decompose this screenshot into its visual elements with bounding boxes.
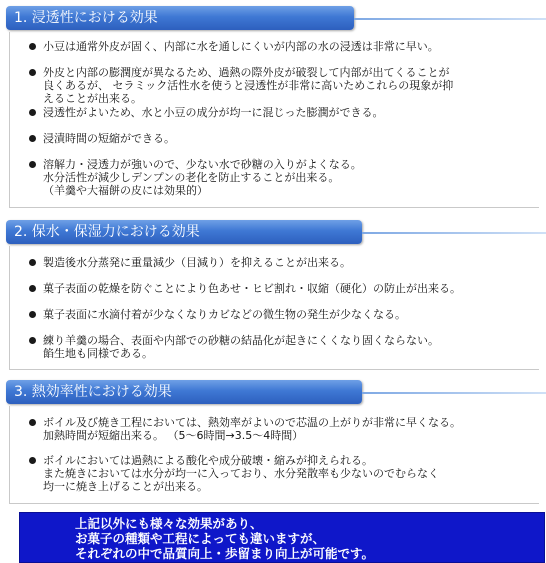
bullet-icon — [29, 337, 36, 344]
bullet-icon — [29, 43, 36, 50]
section-title-thermal-efficiency: 3. 熱効率性における効果 — [6, 380, 362, 404]
bullet-icon — [29, 311, 36, 318]
section-title-permeability: 1. 浸透性における効果 — [6, 6, 354, 30]
bullet-icon — [29, 109, 36, 116]
bullet-icon — [29, 259, 36, 266]
header-divider — [354, 18, 546, 20]
section-title-moisture-retention: 2. 保水・保湿力における効果 — [6, 220, 362, 244]
bullet-icon — [29, 285, 36, 292]
bullet-icon — [29, 457, 36, 464]
summary-banner — [19, 512, 545, 563]
bullet-icon — [29, 161, 36, 168]
summary-line: それぞれの中で品質向上・歩留まり向上が可能です。 — [75, 546, 375, 561]
header-divider — [362, 392, 546, 394]
summary-line: 上記以外にも様々な効果があり、 — [75, 516, 263, 531]
summary-line: お菓子の種類や工程によっても違いますが、 — [75, 531, 326, 546]
section-panel: 小豆は通常外皮が固く、内部に水を通しにくいが内部の水の浸透は非常に早い。 外皮と内部の膨潤度が異なるため、過熱の際外皮が破裂して内部が出てくることが 良くあるが、 セラミック活性水を使うと浸透性が非常に高いためこれらの現象が抑 えることが出来る。 浸透性がよいため、水と小豆の成分が均一に混じった膨潤ができる。 浸漬時間の短縮ができる。 溶解力・浸透力が強いので、少ない水で砂糖の入りがよくなる。 水分活性が減少しデンプンの老化を防止することが出来る。 （羊羹や大福餅の皮には効果的） — [9, 32, 539, 208]
section-panel: ボイル及び焼き工程においては、熱効率がよいので芯温の上がりが非常に早くなる。 加熱時間が短縮出来る。 （5～6時間→3.5～4時間） ボイルにおいては過熱による酸化や成分破壊・縮みが抑えられる。 また焼きにおいては水分が均一に入っており、水分発散率も少ないのでむらなく 均一に焼き上げることが出来る。 — [9, 406, 539, 504]
section-panel: 製造後水分蒸発に重量減少（目減り）を抑えることが出来る。 菓子表面の乾燥を防ぐことにより色あせ・ヒビ割れ・収縮（硬化）の防止が出来る。 菓子表面に水滴付着が少なくなりカビなどの微生物の発生が少なくなる。 練り羊羹の場合、表面や内部での砂糖の結晶化が起きにくくなり固くならない。 餡生地も同様である。 — [9, 246, 539, 370]
bullet-icon — [29, 135, 36, 142]
header-divider — [362, 232, 546, 234]
bullet-icon — [29, 69, 36, 76]
bullet-icon — [29, 419, 36, 426]
